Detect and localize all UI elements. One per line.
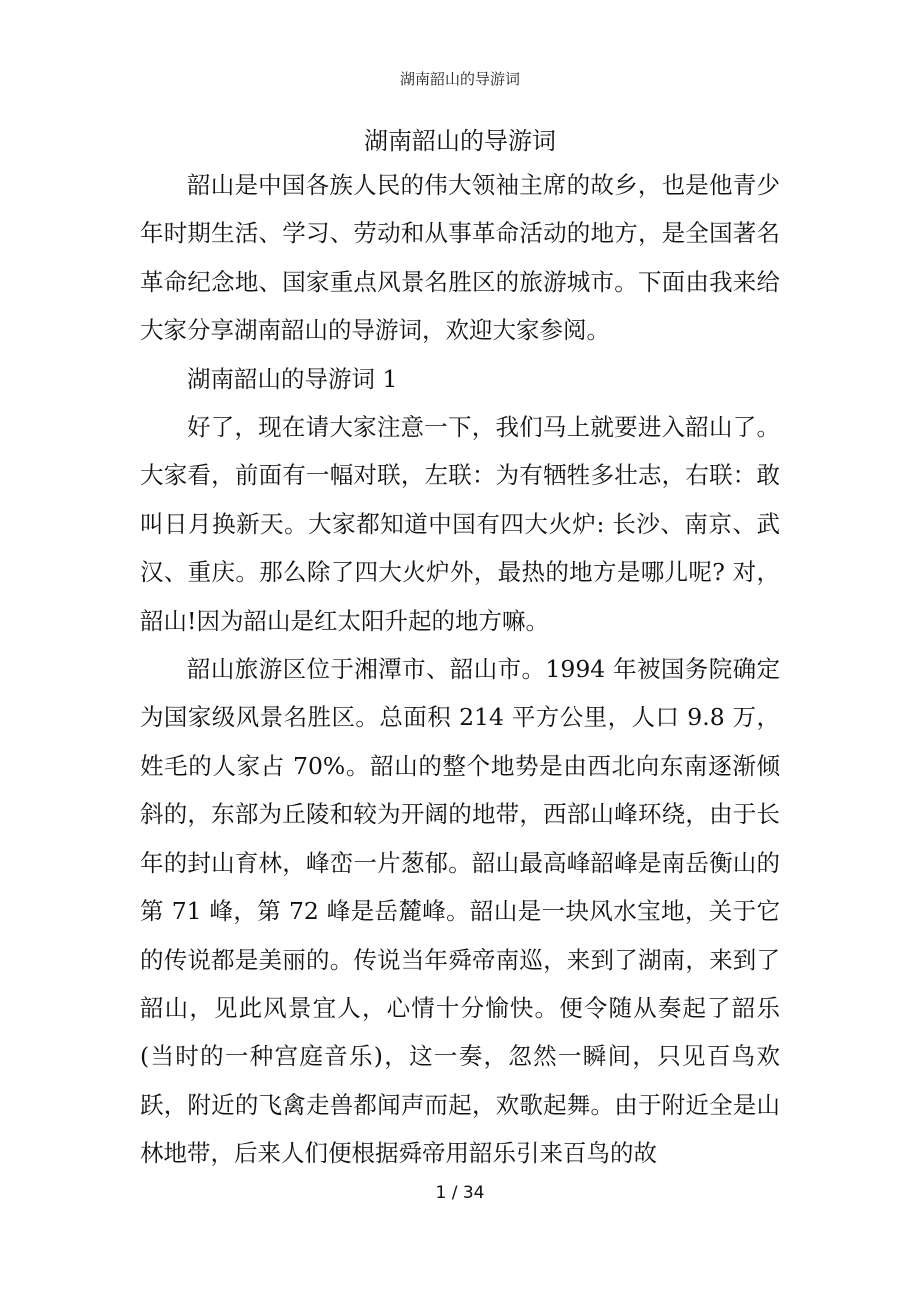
- document-title: 湖南韶山的导游词: [364, 127, 556, 155]
- intro-paragraph: 韶山是中国各族人民的伟大领袖主席的故乡，也是他青少年时期生活、学习、劳动和从事革命活动的地方，是全国著名革命纪念地、国家重点风景名胜区的旅游城市。下面由我来给大家分享湖南韶山的导游词，欢迎大家参阅。: [140, 171, 780, 345]
- body-paragraph: 韶山旅游区位于湘潭市、韶山市。1994 年被国务院确定为国家级风景名胜区。总面积 214 平方公里，人口 9.8 万，姓毛的人家占 70%。韶山的整个地势是由西北向东南逐渐倾斜的，东部为丘陵和较为开阔的地带，西部山峰环绕，由于长年的封山育林，峰峦一片葱郁。韶山最高峰韶峰是南岳衡山的第 71 峰，第 72 峰是岳麓峰。韶山是一块风水宝地，关于它的传说都是美丽的。传说当年舜帝南巡，来到了湖南，来到了韶山，见此风景宜人，心情十分愉快。便令随从奏起了韶乐(当时的一种宫庭音乐)，这一奏，忽然一瞬间，只见百鸟欢跃，附近的飞禽走兽都闻声而起，欢歌起舞。由于附近全是山林地带，后来人们便根据舜帝用韶乐引来百鸟的故: [140, 655, 780, 1168]
- document-body: [140, 161, 780, 1178]
- running-header: 湖南韶山的导游词: [399, 70, 520, 88]
- body-paragraph: 好了，现在请大家注意一下，我们马上就要进入韶山了。大家看，前面有一幅对联，左联：为有牺牲多壮志，右联：敢叫日月换新天。大家都知道中国有四大火炉: 长沙、南京、武汉、重庆。那么除了四大火炉外，最热的地方是哪儿呢? 对，韶山!因为韶山是红太阳升起的地方嘛。: [140, 413, 780, 635]
- page-number: 1 / 34: [435, 1183, 485, 1203]
- section-heading: 湖南韶山的导游词 1: [187, 364, 398, 393]
